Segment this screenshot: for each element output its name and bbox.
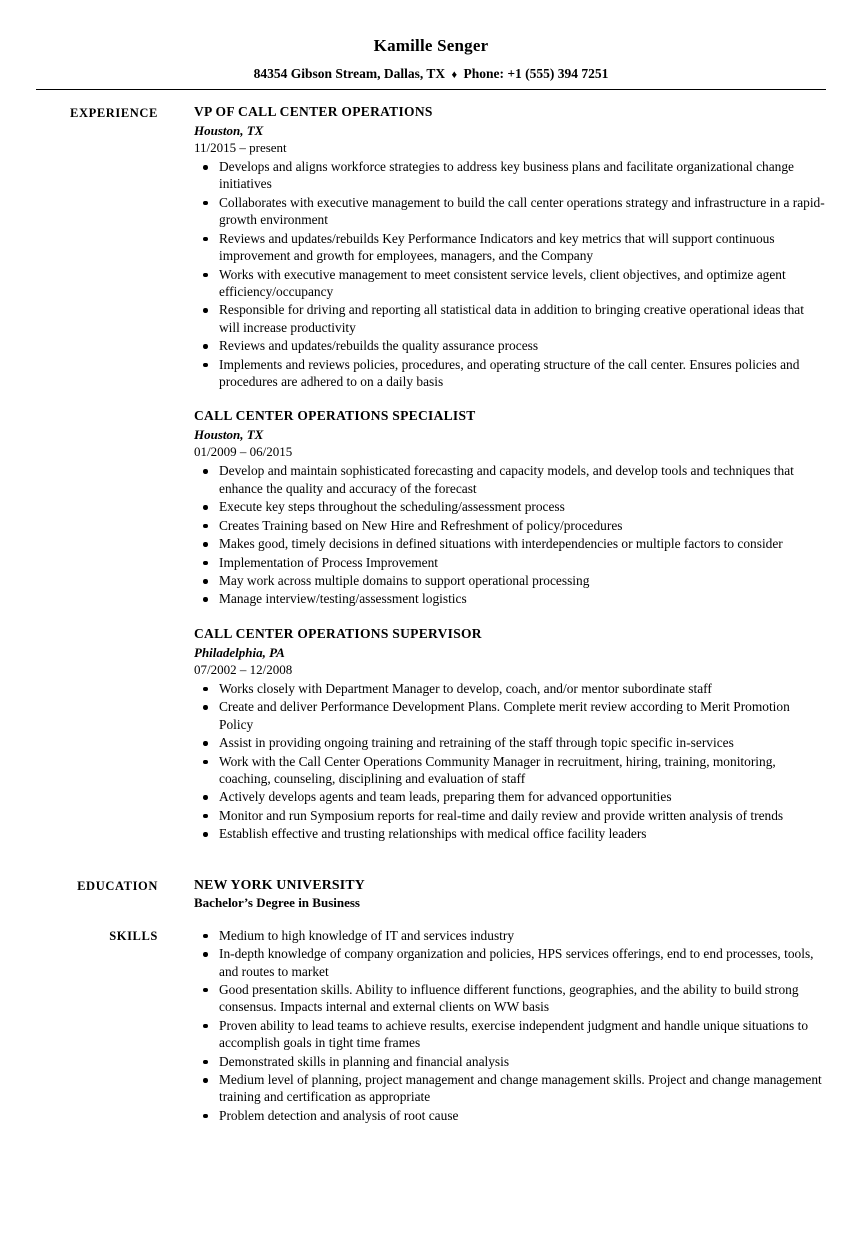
candidate-name: Kamille Senger [373,36,489,55]
job-dates: 11/2015 – present [194,140,287,155]
list-item: Works closely with Department Manager to develop, coach, and/or mentor subordinate staff [194,680,826,697]
education-degree: Bachelor’s Degree in Business [194,894,360,910]
list-item: Medium to high knowledge of IT and services industry [194,927,826,944]
contact-line [36,66,826,82]
section-skills [36,927,826,1126]
job-title: CALL CENTER OPERATIONS SPECIALIST [194,408,476,424]
list-item: Monitor and run Symposium reports for real-time and daily review and provide written analysis of trends [194,807,826,824]
job-bullets [194,462,826,607]
list-item: Manage interview/testing/assessment logistics [194,590,826,607]
section-label-education: EDUCATION [77,878,158,893]
list-item: Works with executive management to meet consistent service levels, client objectives, and optimize agent efficiency/occupancy [194,266,826,301]
job-dates: 01/2009 – 06/2015 [194,444,293,460]
list-item: Makes good, timely decisions in defined situations with interdependencies or multiple factors to consider [194,535,826,552]
diamond-separator-icon: ♦ [451,68,458,81]
section-education [36,877,826,911]
list-item: Work with the Call Center Operations Community Manager in recruitment, hiring, training, monitoring, coaching, counseling, disciplining and evaluation of staff [194,753,826,788]
section-experience [36,104,826,861]
education-body [158,877,826,911]
list-item: Execute key steps throughout the scheduling/assessment process [194,498,826,515]
list-item: Develops and aligns workforce strategies to address key business plans and facilitate organizational change initiatives [194,158,826,193]
list-item: Creates Training based on New Hire and Refreshment of policy/procedures [194,517,826,534]
experience-item [194,626,826,843]
list-item: Actively develops agents and team leads, preparing them for advanced opportunities [194,788,826,805]
experience-item [194,104,826,390]
section-label-experience: EXPERIENCE [70,106,158,120]
list-item: Responsible for driving and reporting all statistical data in addition to bringing creative operational ideas that will increase productivity [194,301,826,336]
experience-body [158,104,826,861]
list-item: Demonstrated skills in planning and financial analysis [194,1053,826,1070]
section-label-skills: SKILLS [109,928,158,943]
job-title: VP OF CALL CENTER OPERATIONS [194,104,433,119]
job-location: Houston, TX [194,123,264,138]
list-item: Proven ability to lead teams to achieve results, exercise independent judgment and handle unique situations to accomplish goals in tight time frames [194,1017,826,1052]
job-location: Houston, TX [194,427,264,443]
list-item: Problem detection and analysis of root cause [194,1107,826,1124]
skills-body [158,927,826,1126]
header-divider [36,89,826,90]
list-item: May work across multiple domains to support operational processing [194,572,826,589]
education-school: NEW YORK UNIVERSITY [194,876,365,892]
job-dates: 07/2002 – 12/2008 [194,661,293,677]
job-location: Philadelphia, PA [194,644,285,660]
list-item: Implements and reviews policies, procedures, and operating structure of the call center. Ensures policies and procedures are adhered to on a daily basis [194,356,826,391]
list-item: Reviews and updates/rebuilds the quality assurance process [194,337,826,354]
list-item: Reviews and updates/rebuilds Key Performance Indicators and key metrics that will support continuous improvement and growth for employees, managers, and the Company [194,230,826,265]
job-bullets [194,680,826,843]
job-bullets [194,158,826,390]
list-item: Create and deliver Performance Development Plans. Complete merit review according to Merit Promotion Policy [194,698,826,733]
list-item: Good presentation skills. Ability to influence different functions, geographies, and the ability to build strong consensus. Impacts internal and external clients on WW basis [194,981,826,1016]
list-item: Collaborates with executive management to build the call center operations strategy and infrastructure in a rapid-growth environment [194,194,826,229]
list-item: Establish effective and trusting relationships with medical office facility leaders [194,825,826,842]
skills-bullets [194,927,826,1125]
experience-item [194,408,826,607]
list-item: Develop and maintain sophisticated forecasting and capacity models, and develop tools and techniques that enhance the quality and accuracy of the forecast [194,462,826,497]
list-item: In-depth knowledge of company organization and policies, HPS services offerings, end to end processes, tools, and routes to market [194,945,826,980]
list-item: Medium level of planning, project management and change management skills. Project and change management training and certification as appropriate [194,1071,826,1106]
contact-phone: Phone: +1 (555) 394 7251 [463,66,609,81]
list-item: Implementation of Process Improvement [194,554,826,571]
contact-address: 84354 Gibson Stream, Dallas, TX [253,66,446,81]
job-title: CALL CENTER OPERATIONS SUPERVISOR [194,625,482,641]
list-item: Assist in providing ongoing training and retraining of the staff through topic specific in-services [194,734,826,751]
